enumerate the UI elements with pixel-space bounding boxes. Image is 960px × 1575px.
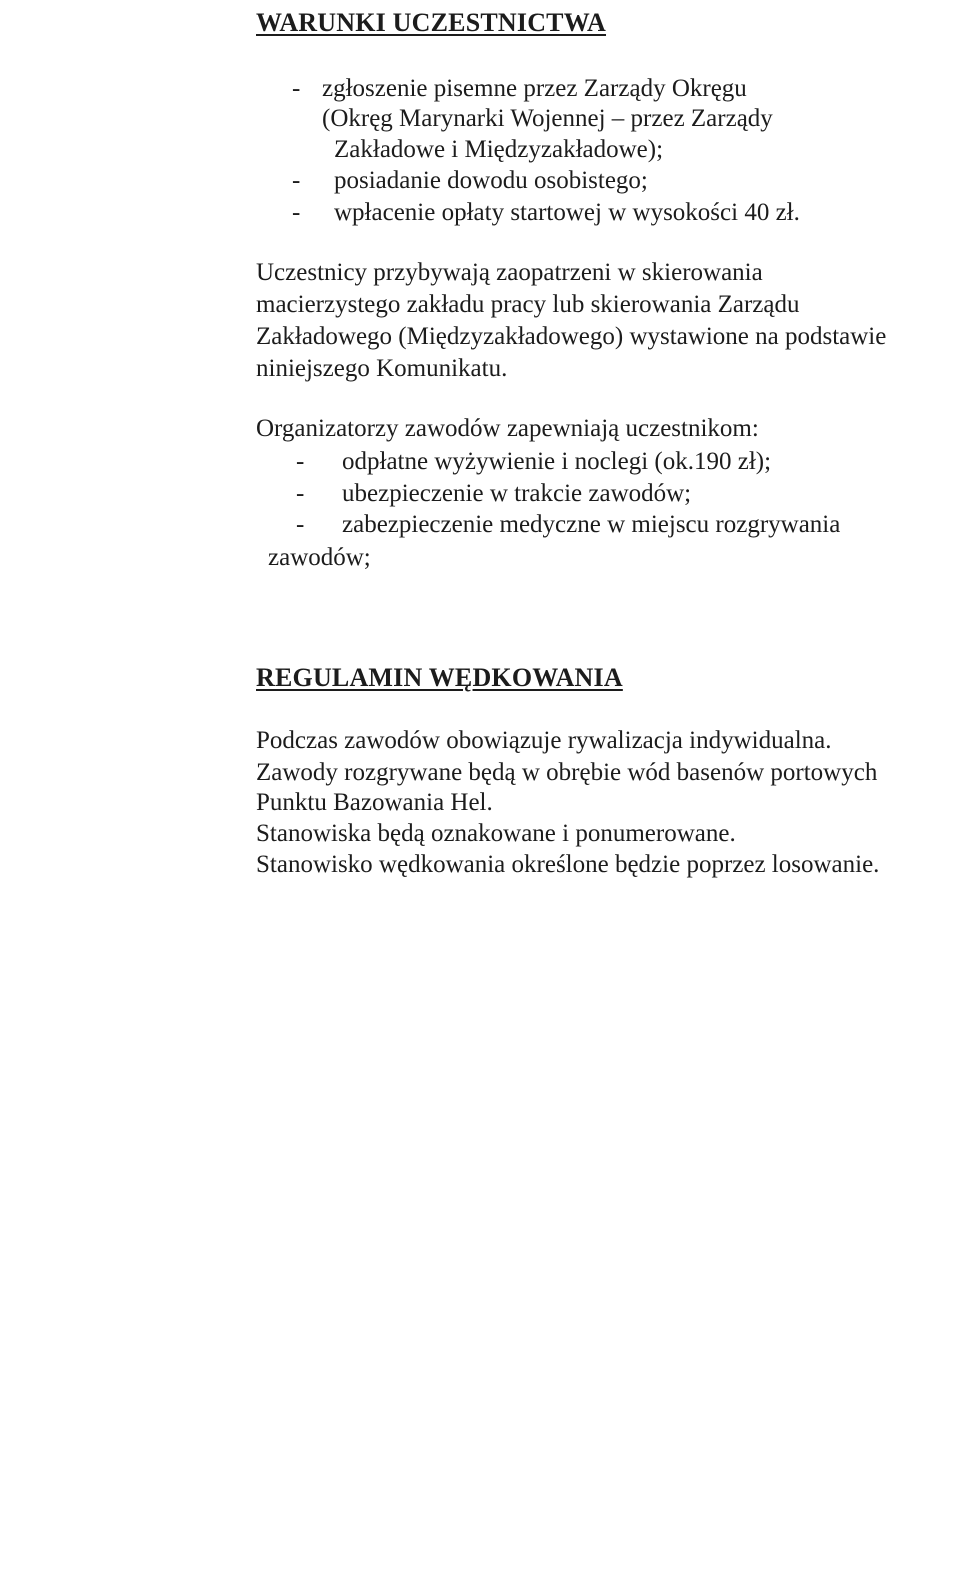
organizer-item-3-continuation: zawodów; (268, 544, 371, 571)
condition-item-2: posiadanie dowodu osobistego; (334, 167, 648, 194)
organizer-item-2: ubezpieczenie w trakcie zawodów; (342, 480, 692, 507)
organizer-item-1: odpłatne wyżywienie i noclegi (ok.190 zł); (342, 448, 772, 475)
participants-paragraph-line-1: Uczestnicy przybywają zaopatrzeni w skierowania (256, 259, 763, 286)
bullet-dash: - (292, 199, 301, 226)
conditions-heading: WARUNKI UCZESTNICTWA (256, 8, 607, 37)
participants-paragraph-line-4: niniejszego Komunikatu. (256, 355, 508, 382)
condition-item-1-line-1: zgłoszenie pisemne przez Zarządy Okręgu (322, 75, 747, 102)
bullet-dash: - (296, 480, 305, 507)
participants-paragraph-line-3: Zakładowego (Międzyzakładowego) wystawione na podstawie (256, 323, 887, 350)
condition-item-1-line-2: (Okręg Marynarki Wojennej – przez Zarządy (322, 105, 773, 132)
bullet-dash: - (292, 167, 301, 194)
organizers-intro: Organizatorzy zawodów zapewniają uczestnikom: (256, 415, 759, 442)
rules-heading: REGULAMIN WĘDKOWANIA (256, 663, 623, 692)
organizer-item-3: zabezpieczenie medyczne w miejscu rozgrywania (342, 511, 841, 538)
condition-item-1-line-3: Zakładowe i Międzyzakładowe); (334, 136, 664, 163)
rules-line-1: Podczas zawodów obowiązuje rywalizacja indywidualna. (256, 727, 832, 754)
rules-line-2: Zawody rozgrywane będą w obrębie wód basenów portowych (256, 759, 878, 786)
rules-line-3: Punktu Bazowania Hel. (256, 789, 493, 816)
participants-paragraph-line-2: macierzystego zakładu pracy lub skierowania Zarządu (256, 291, 800, 318)
bullet-dash: - (296, 448, 305, 475)
rules-line-5: Stanowisko wędkowania określone będzie poprzez losowanie. (256, 851, 880, 878)
rules-line-4: Stanowiska będą oznakowane i ponumerowane. (256, 820, 736, 847)
bullet-dash: - (292, 75, 301, 102)
bullet-dash: - (296, 511, 305, 538)
condition-item-3: wpłacenie opłaty startowej w wysokości 40 zł. (334, 199, 800, 226)
